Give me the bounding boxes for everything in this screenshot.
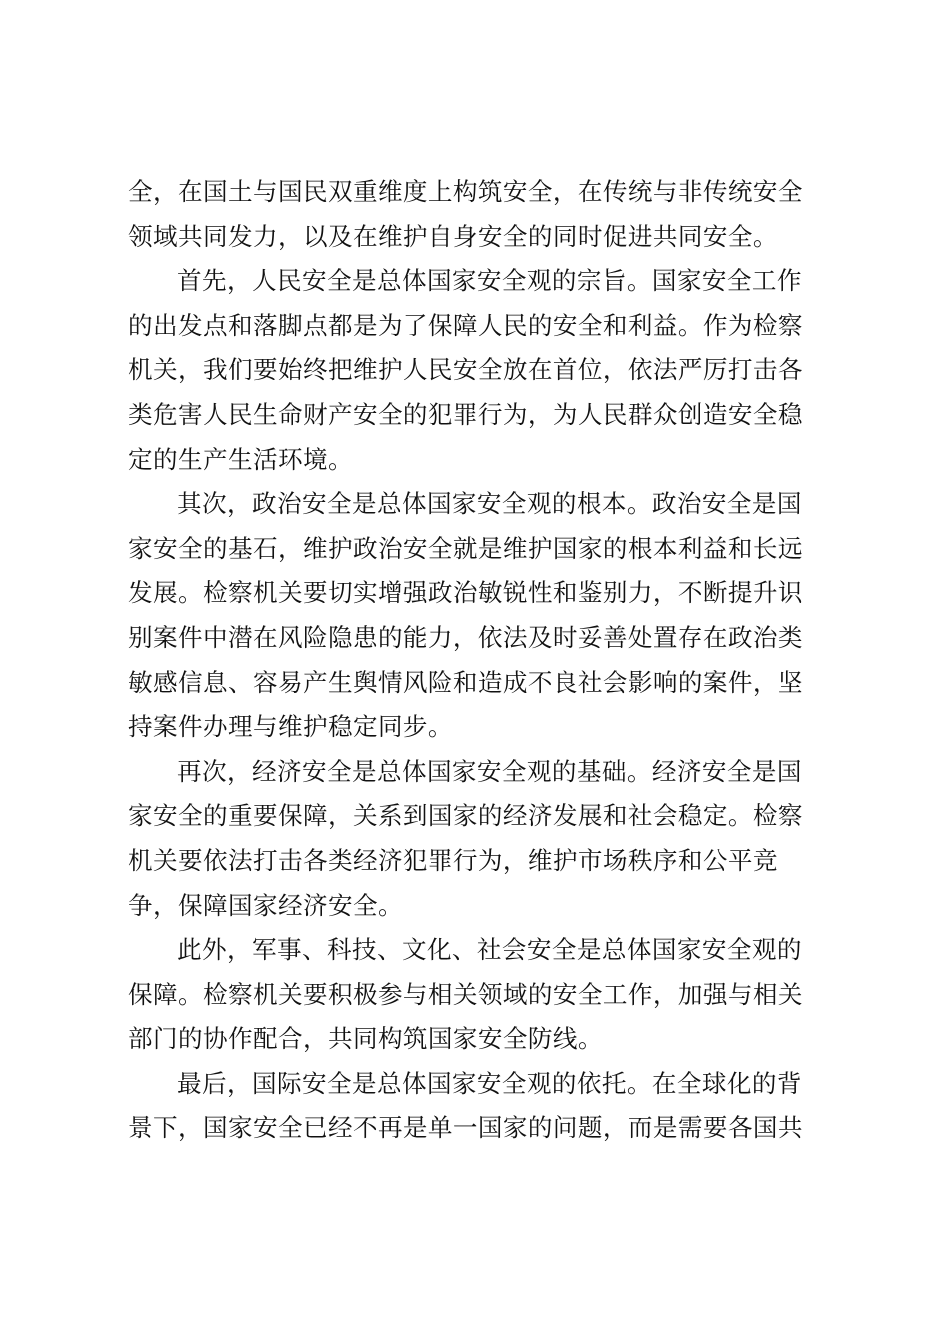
document-body: [128, 170, 818, 1151]
text-line: 别案件中潜在风险隐患的能力，依法及时妥善处置存在政治类: [128, 622, 803, 652]
text-line: 景下，国家安全已经不再是单一国家的问题，而是需要各国共: [128, 1113, 803, 1143]
text-line: 部门的协作配合，共同构筑国家安全防线。: [128, 1024, 603, 1054]
text-line: 家安全的重要保障，关系到国家的经济发展和社会稳定。检察: [128, 801, 803, 831]
text-line: 发展。检察机关要切实增强政治敏锐性和鉴别力，不断提升识: [128, 578, 803, 608]
paragraph-first-line: 其次，政治安全是总体国家安全观的根本。政治安全是国: [177, 489, 802, 519]
text-line: 的出发点和落脚点都是为了保障人民的安全和利益。作为检察: [128, 310, 803, 340]
text-line: 保障。检察机关要积极参与相关领域的安全工作，加强与相关: [128, 979, 803, 1009]
text-line: 定的生产生活环境。: [128, 444, 353, 474]
text-line: 机关，我们要始终把维护人民安全放在首位，依法严厉打击各: [128, 355, 803, 385]
paragraph-first-line: 最后，国际安全是总体国家安全观的依托。在全球化的背: [177, 1068, 802, 1098]
text-line: 争，保障国家经济安全。: [128, 890, 403, 920]
text-line: 领域共同发力，以及在维护自身安全的同时促进共同安全。: [128, 221, 778, 251]
text-line: 敏感信息、容易产生舆情风险和造成不良社会影响的案件，坚: [128, 667, 803, 697]
text-line: 全，在国土与国民双重维度上构筑安全，在传统与非传统安全: [128, 177, 803, 206]
text-line: 类危害人民生命财产安全的犯罪行为，为人民群众创造安全稳: [128, 399, 803, 429]
paragraph-first-line: 再次，经济安全是总体国家安全观的基础。经济安全是国: [177, 756, 802, 786]
text-line: 机关要依法打击各类经济犯罪行为，维护市场秩序和公平竞: [128, 845, 778, 875]
paragraph-first-line: 此外，军事、科技、文化、社会安全是总体国家安全观的: [177, 935, 802, 965]
text-line: 持案件办理与维护稳定同步。: [128, 712, 453, 742]
text-line: 家安全的基石，维护政治安全就是维护国家的根本利益和长远: [128, 533, 803, 563]
paragraph-first-line: 首先，人民安全是总体国家安全观的宗旨。国家安全工作: [177, 266, 802, 296]
